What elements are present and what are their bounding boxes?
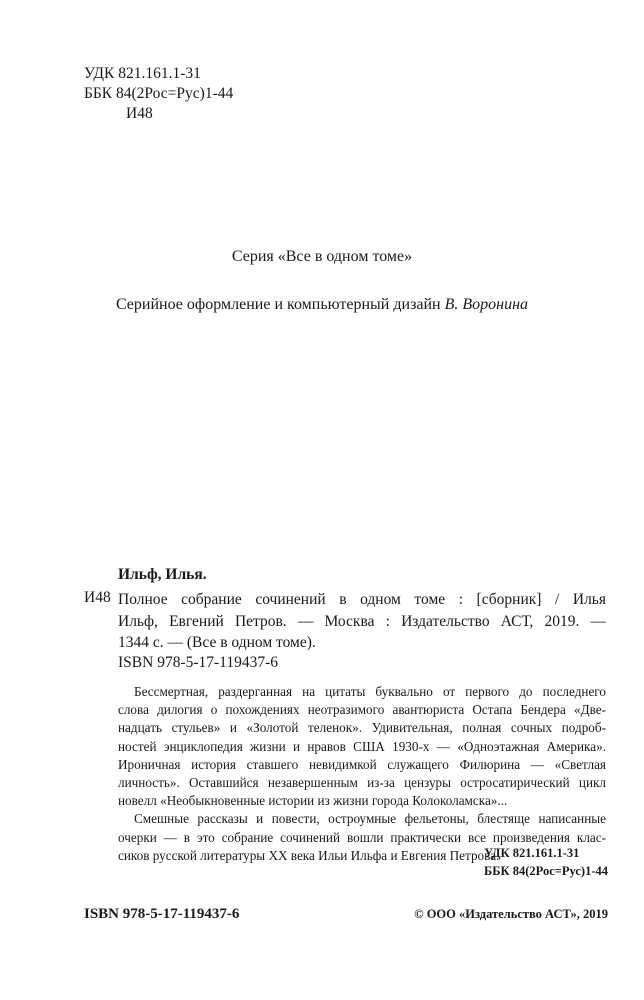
author-index-code: И48 (126, 105, 153, 122)
designer-name: В. Воронина (444, 296, 529, 313)
annotation-line: Ироничная история ставшего невидимкой служащего Филюрина — «Светлая (118, 756, 606, 772)
annotation-line: надцать стульев» и «Золотой теленок». Удивительная, полная сочных подроб- (118, 720, 606, 736)
annotation-line: ностей энциклопедия жизни и нравов США 1930-х — «Одноэтажная Америка». (118, 738, 606, 754)
annotation-line: Бессмертная, раздерганная на цитаты буквально от первого до последнего (134, 684, 606, 699)
annotation (118, 683, 606, 865)
annotation-line: сиков русской литературы XX века Ильи Ильфа и Евгения Петрова. (118, 847, 500, 863)
annotation-line: очерки — в это собрание сочинений вошли практически все произведения клас- (118, 829, 606, 845)
catalog-cutter-code: И48 (84, 589, 111, 606)
classification-codes-top (84, 64, 233, 124)
design-credit-line (0, 296, 644, 314)
catalog-isbn: ISBN 978-5-17-119437-6 (118, 654, 279, 671)
catalog-description-line: Ильф, Евгений Петров. — Москва : Издательство АСТ, 2019. — (118, 612, 606, 630)
annotation-line: личность». Оставшийся незавершенным из-за цензуры остросатирический цикл (118, 775, 606, 791)
udk-code-bottom: УДК 821.161.1-31 (484, 846, 580, 860)
footer-isbn: ISBN 978-5-17-119437-6 (84, 906, 240, 922)
footer-copyright: © ООО «Издательство АСТ», 2019 (414, 907, 608, 921)
series-line: Серия «Все в одном томе» (231, 248, 413, 265)
catalog-description-line: 1344 с. — (Все в одном томе). (118, 634, 316, 651)
bbk-code: ББК 84(2Рос=Рус)1-44 (84, 85, 234, 102)
design-credit-text: Серийное оформление и компьютерный дизайн (115, 296, 445, 313)
udk-code: УДК 821.161.1-31 (84, 65, 201, 82)
catalog-author: Ильф, Илья. (118, 566, 207, 583)
classification-codes-bottom (484, 845, 608, 880)
annotation-line: Смешные рассказы и повести, остроумные фельетоны, блестяще написанные (134, 811, 606, 827)
catalog-description (118, 589, 606, 654)
annotation-line: слова дилогия о похождениях неотразимого авантюриста Остапа Бендера «Две- (118, 702, 606, 718)
catalog-description-line: Полное собрание сочинений в одном томе : [сборник] / Илья (118, 591, 606, 608)
bbk-code-bottom: ББК 84(2Рос=Рус)1-44 (484, 863, 608, 878)
annotation-line: новелл «Необыкновенные истории из жизни города Колоколамска»... (118, 793, 508, 809)
